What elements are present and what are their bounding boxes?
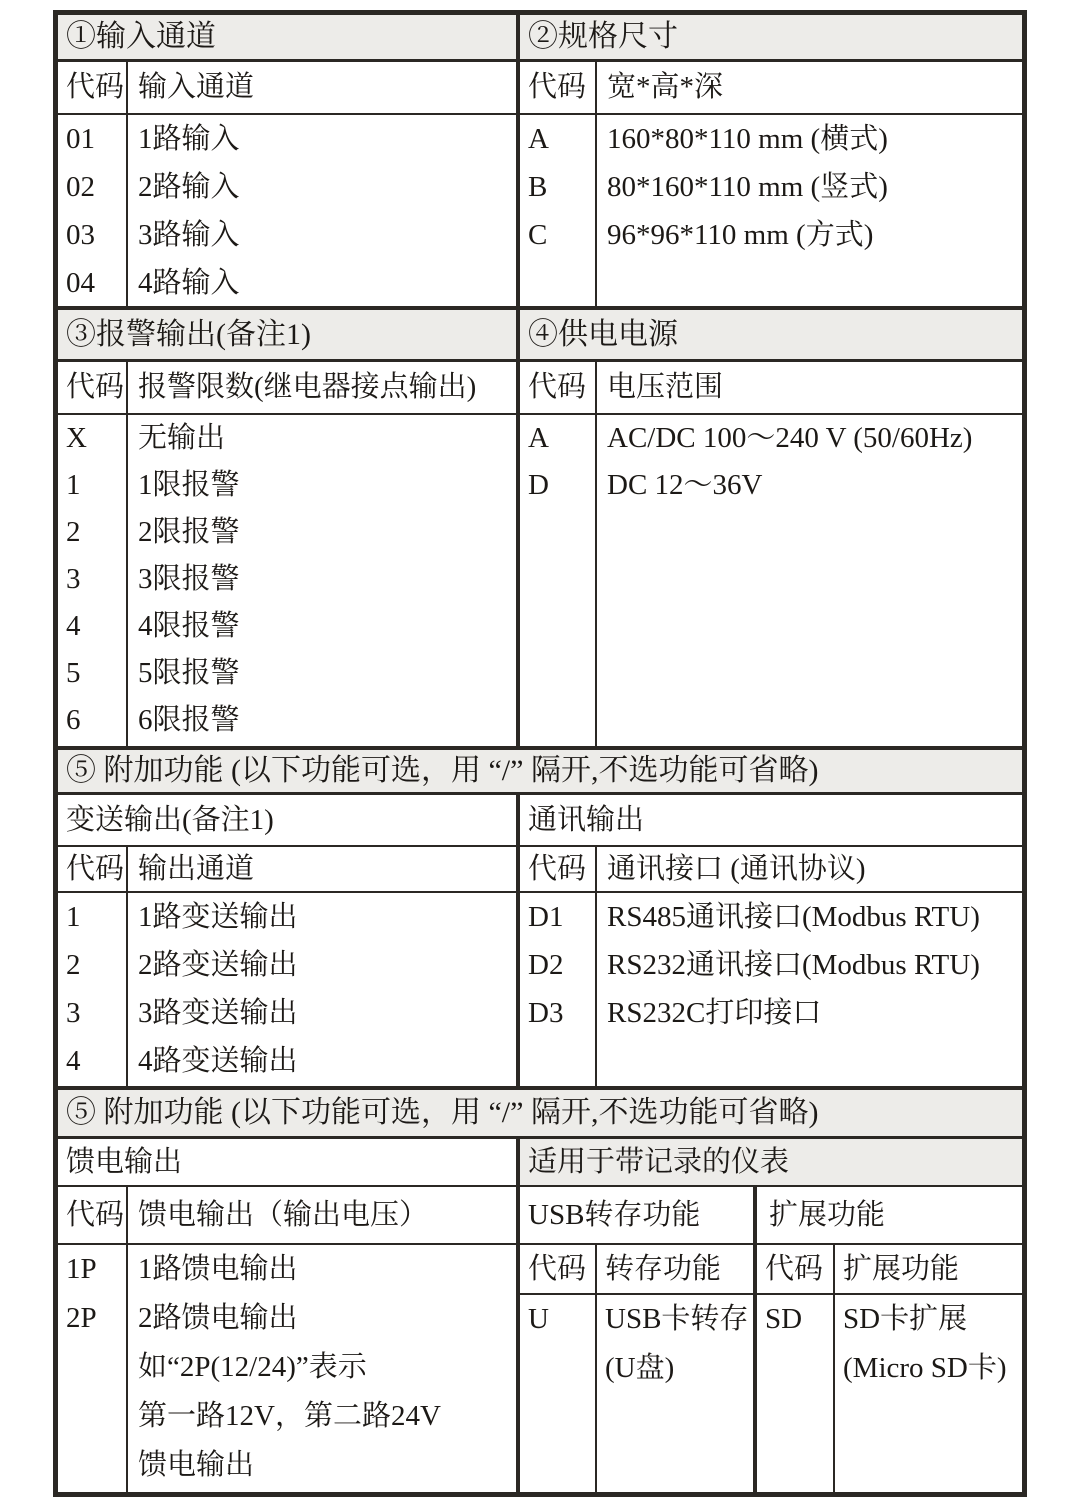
code-cell: A (528, 123, 549, 155)
code-cell: U (528, 1303, 549, 1335)
column-header: 宽*高*深 (607, 71, 724, 103)
code-cell: C (528, 219, 548, 251)
ordering-code-table (53, 10, 1027, 1497)
code-cell: 02 (66, 171, 95, 203)
column-header: 通讯接口 (通讯协议) (607, 853, 866, 885)
desc-cell: AC/DC 100～240 V (50/60Hz) (607, 422, 973, 454)
subsection-title: 通讯输出 (528, 804, 645, 836)
column-header: 代码 (757, 1245, 835, 1293)
desc-cell: 5限报警 (138, 657, 240, 689)
column-header: 输出通道 (138, 853, 255, 885)
code-cell: 2 (66, 516, 81, 548)
section-4-heading: ④供电电源 (528, 318, 678, 351)
desc-cell: 1路变送输出 (138, 901, 298, 933)
subsection-title: 变送输出(备注1) (66, 804, 274, 836)
desc-cell: RS232通讯接口(Modbus RTU) (607, 949, 980, 981)
desc-cell: 4限报警 (138, 610, 240, 642)
note-line: 馈电输出 (138, 1449, 255, 1481)
code-cell: D1 (528, 901, 564, 933)
desc-cell: 80*160*110 mm (竖式) (607, 171, 888, 203)
section-5-heading-repeat: ⑤ 附加功能 (以下功能可选，用 “/” 隔开,不选功能可省略) (66, 1096, 819, 1129)
code-cell: 3 (66, 563, 81, 595)
column-header: 报警限数(继电器接点输出) (138, 371, 477, 403)
subsection-title: 馈电输出 (66, 1146, 183, 1178)
column-header-row-2 (58, 362, 1022, 415)
code-cell: 04 (66, 267, 95, 299)
section-3-heading: ③报警输出(备注1) (66, 318, 311, 351)
code-cell: 01 (66, 123, 95, 155)
code-cell: 4 (66, 1045, 81, 1077)
code-cell: 1 (66, 469, 81, 501)
desc-cell: 2路变送输出 (138, 949, 298, 981)
section-5-heading: ⑤ 附加功能 (以下功能可选，用 “/” 隔开,不选功能可省略) (66, 754, 819, 787)
desc-cell: 1路输入 (138, 123, 240, 155)
desc-cell: 4路变送输出 (138, 1045, 298, 1077)
desc-cell: 3路输入 (138, 219, 240, 251)
section-2-heading: ②规格尺寸 (528, 20, 678, 53)
code-cell: A (528, 422, 549, 454)
code-cell: 1P (66, 1253, 97, 1285)
subsection-title: 扩展功能 (769, 1199, 886, 1231)
note-line: 如“2P(12/24)”表示 (138, 1351, 367, 1383)
desc-cell: 160*80*110 mm (横式) (607, 123, 888, 155)
column-header: 代码 (58, 847, 128, 891)
subsection-title: 适用于带记录的仪表 (528, 1146, 790, 1178)
column-header-row-1 (58, 62, 1022, 115)
desc-cell: RS485通讯接口(Modbus RTU) (607, 901, 980, 933)
column-header: 馈电输出（输出电压） (138, 1199, 429, 1231)
column-header: 代码 (58, 62, 128, 113)
column-header-row-3 (58, 847, 1022, 893)
code-cell: 3 (66, 997, 81, 1029)
sd-subtable (757, 1245, 1022, 1492)
desc-cell: 2路输入 (138, 171, 240, 203)
desc-cell: (U盘) (605, 1352, 675, 1384)
code-cell: 1 (66, 901, 81, 933)
code-cell: D3 (528, 997, 564, 1029)
section-heading-row-2 (58, 310, 1022, 362)
note-line: 第一路12V，第二路24V (138, 1400, 441, 1432)
code-cell: 2P (66, 1302, 97, 1334)
desc-cell: 6限报警 (138, 704, 240, 736)
column-header: 转存功能 (605, 1253, 722, 1285)
section-heading-row-4 (58, 1090, 1022, 1139)
subsection-title: USB转存功能 (520, 1187, 757, 1243)
column-header: 代码 (520, 362, 597, 413)
desc-cell: RS232C打印接口 (607, 997, 822, 1029)
column-header: 电压范围 (607, 371, 724, 403)
usb-subtable (520, 1245, 757, 1492)
desc-cell: SD卡扩展 (843, 1303, 968, 1335)
desc-cell: (Micro SD卡) (843, 1352, 1007, 1384)
code-cell: 5 (66, 657, 81, 689)
code-cell: 4 (66, 610, 81, 642)
code-cell: D (528, 469, 549, 501)
section-1-heading: ①输入通道 (66, 20, 216, 53)
code-cell: 2 (66, 949, 81, 981)
subsection-title-row-1 (58, 795, 1022, 847)
desc-cell: 2路馈电输出 (138, 1302, 298, 1334)
desc-cell: 3路变送输出 (138, 997, 298, 1029)
data-block-2 (58, 415, 1022, 750)
desc-cell: 96*96*110 mm (方式) (607, 219, 874, 251)
section-heading-row-3 (58, 750, 1022, 795)
column-header: 代码 (58, 1187, 128, 1243)
column-header: 代码 (520, 1245, 597, 1293)
column-header-row-4 (58, 1187, 1022, 1245)
data-block-4 (58, 1245, 1022, 1492)
column-header: 代码 (520, 62, 597, 113)
desc-cell: 1限报警 (138, 469, 240, 501)
code-cell: D2 (528, 949, 564, 981)
desc-cell: DC 12～36V (607, 469, 763, 501)
data-block-3 (58, 893, 1022, 1090)
code-cell: 6 (66, 704, 81, 736)
code-cell: SD (765, 1303, 803, 1335)
column-header: 代码 (520, 847, 597, 891)
column-header: 扩展功能 (843, 1253, 960, 1285)
data-block-1 (58, 115, 1022, 310)
code-cell: 03 (66, 219, 95, 251)
desc-cell: 无输出 (138, 422, 226, 454)
subsection-title-row-2 (58, 1139, 1022, 1187)
desc-cell: 4路输入 (138, 267, 240, 299)
column-header: 输入通道 (138, 71, 255, 103)
desc-cell: 3限报警 (138, 563, 240, 595)
desc-cell: 1路馈电输出 (138, 1253, 298, 1285)
column-header: 代码 (58, 362, 128, 413)
code-cell: B (528, 171, 548, 203)
desc-cell: USB卡转存 (605, 1303, 749, 1335)
section-heading-row-1 (58, 15, 1022, 62)
desc-cell: 2限报警 (138, 516, 240, 548)
code-cell: X (66, 422, 87, 454)
